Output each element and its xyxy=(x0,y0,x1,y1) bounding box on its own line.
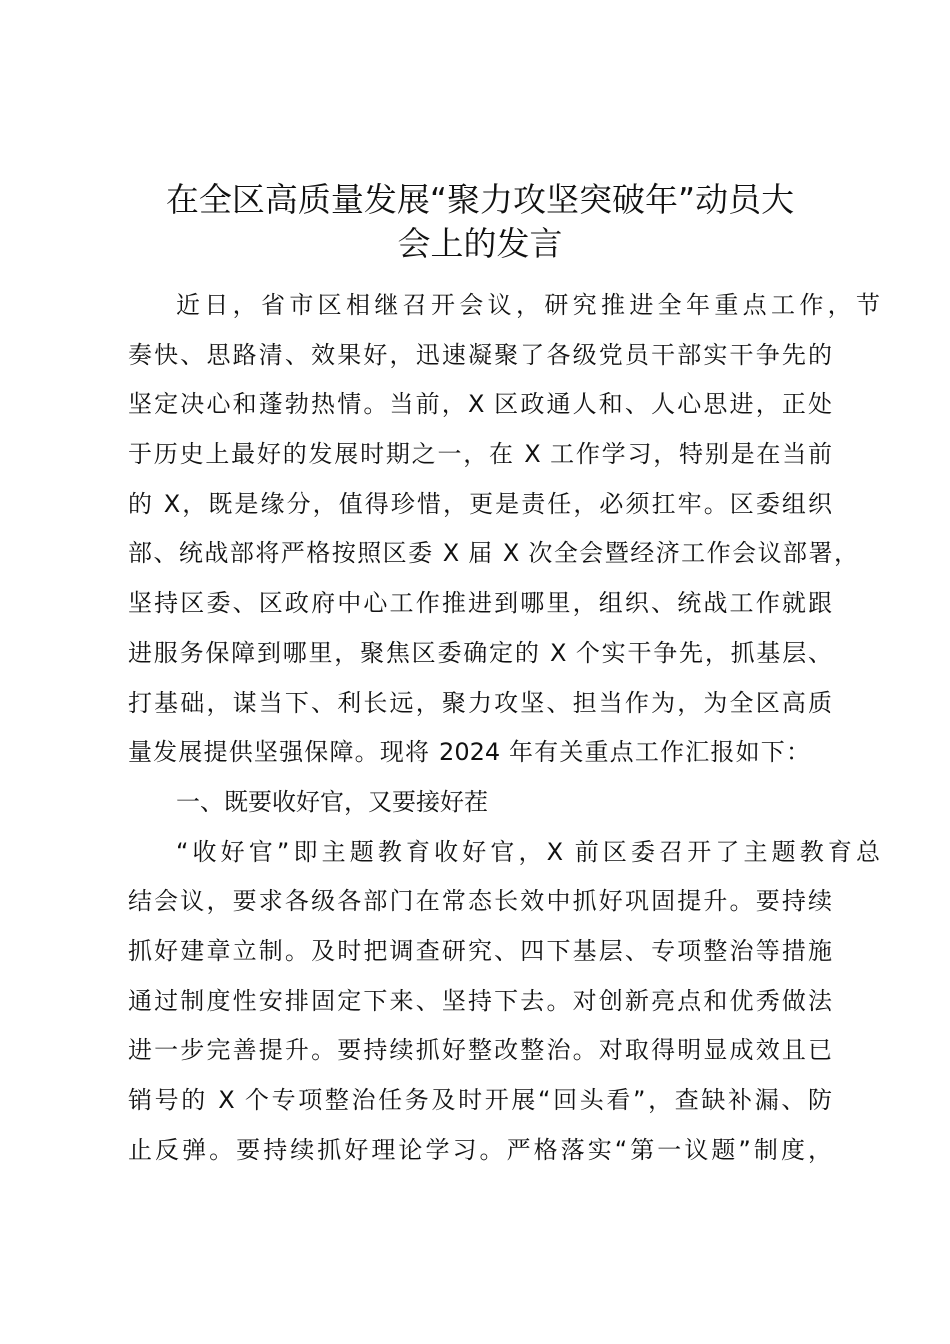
text-line: 的 X，既是缘分，值得珍惜，更是责任，必须扛牢。区委组织 xyxy=(128,489,832,518)
text-line: 通过制度性安排固定下来、坚持下去。对创新亮点和优秀做法 xyxy=(128,986,832,1015)
section-heading-1 xyxy=(128,778,868,828)
document-title xyxy=(100,178,860,266)
text-line: 于历史上最好的发展时期之一，在 X 工作学习，特别是在当前 xyxy=(128,440,832,469)
title-line: 会上的发言 xyxy=(397,224,563,263)
text-line: “收好官”即主题教育收好官，X 前区委召开了主题教育总 xyxy=(176,837,880,866)
section-heading-text: 一、既要收好官，又要接好茬 xyxy=(176,787,488,816)
paragraph-section-1 xyxy=(128,828,880,1176)
text-line: 抓好建章立制。及时把调查研究、四下基层、专项整治等措施 xyxy=(128,936,832,965)
text-line: 近日，省市区相继召开会议，研究推进全年重点工作，节 xyxy=(176,291,880,319)
text-line: 进服务保障到哪里，聚焦区委确定的 X 个实干争先，抓基层、 xyxy=(128,638,832,667)
document-body xyxy=(128,281,880,1175)
text-line: 进一步完善提升。要持续抓好整改整治。对取得明显成效且已 xyxy=(128,1036,832,1065)
text-line: 止反弹。要持续抓好理论学习。严格落实“第一议题”制度， xyxy=(128,1135,832,1164)
text-line: 奏快、思路清、效果好，迅速凝聚了各级党员干部实干争先的 xyxy=(128,340,832,369)
text-line: 坚定决心和蓬勃热情。当前，X 区政通人和、人心思进，正处 xyxy=(128,390,832,419)
text-line: 销号的 X 个专项整治任务及时开展“回头看”，查缺补漏、防 xyxy=(128,1086,832,1114)
text-line: 部、统战部将严格按照区委 X 届 X 次全会暨经济工作会议部署， xyxy=(128,539,858,568)
text-line: 量发展提供坚强保障。现将 2024 年有关重点工作汇报如下： xyxy=(128,738,810,767)
text-line: 打基础，谋当下、利长远，聚力攻坚、担当作为，为全区高质 xyxy=(128,688,832,717)
text-line: 结会议，要求各级各部门在常态长效中抓好巩固提升。要持续 xyxy=(128,887,832,916)
paragraph-intro xyxy=(128,281,880,778)
title-line: 在全区高质量发展“聚力攻坚突破年”动员大 xyxy=(165,180,795,219)
text-line: 坚持区委、区政府中心工作推进到哪里，组织、统战工作就跟 xyxy=(128,589,832,618)
